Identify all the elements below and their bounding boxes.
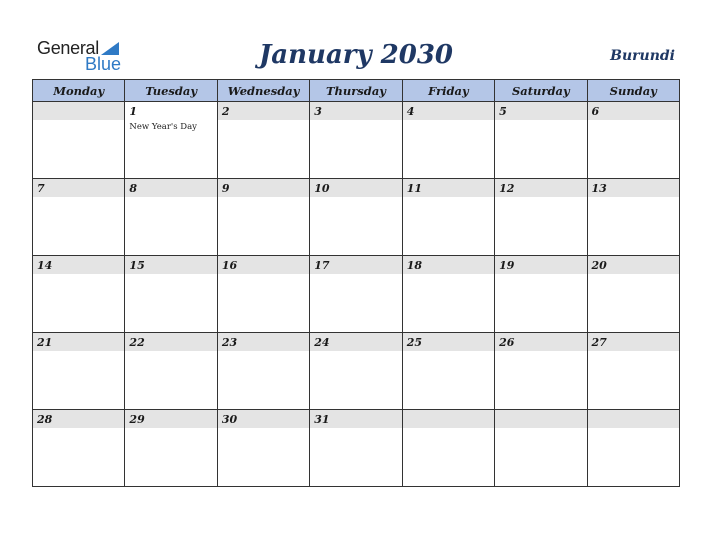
holiday-label: New Year's Day xyxy=(129,122,197,132)
day-number: 15 xyxy=(129,259,145,272)
day-number: 25 xyxy=(406,336,422,349)
day-number: 17 xyxy=(314,259,330,272)
day-number: 13 xyxy=(591,182,607,195)
day-number: 7 xyxy=(37,182,45,195)
week-row xyxy=(33,102,680,179)
day-number: 6 xyxy=(591,105,600,118)
day-cell xyxy=(402,410,494,487)
day-number: 11 xyxy=(406,182,422,195)
day-cell xyxy=(587,256,679,333)
day-cell xyxy=(33,102,125,179)
day-cell xyxy=(587,179,679,256)
day-number: 4 xyxy=(406,105,415,118)
day-cell xyxy=(125,410,217,487)
weekday-header: Tuesday xyxy=(125,80,217,102)
logo-text-blue: Blue xyxy=(85,54,122,74)
day-number: 21 xyxy=(37,336,53,349)
day-cell xyxy=(495,410,587,487)
day-cell xyxy=(33,256,125,333)
day-number: 29 xyxy=(129,413,145,426)
weekday-header: Wednesday xyxy=(217,80,309,102)
day-cell xyxy=(310,410,402,487)
day-number: 1 xyxy=(129,105,138,118)
day-cell xyxy=(125,102,217,179)
day-number: 27 xyxy=(591,336,607,349)
day-number: 14 xyxy=(37,259,53,272)
weekday-header: Thursday xyxy=(310,80,402,102)
weekday-header-row xyxy=(33,80,680,102)
day-number: 23 xyxy=(221,336,238,349)
week-row xyxy=(33,179,680,256)
day-cell xyxy=(125,256,217,333)
day-cell xyxy=(402,333,494,410)
logo-text-general: General xyxy=(37,38,99,58)
day-cell xyxy=(310,179,402,256)
day-number: 26 xyxy=(499,336,515,349)
day-cell xyxy=(217,179,309,256)
day-cell xyxy=(587,333,679,410)
day-number: 16 xyxy=(221,259,238,272)
calendar-grid xyxy=(32,79,680,487)
day-cell xyxy=(495,333,587,410)
weekday-header: Friday xyxy=(402,80,494,102)
day-cell xyxy=(125,179,217,256)
weekday-header: Monday xyxy=(33,80,125,102)
day-number: 10 xyxy=(314,182,330,195)
day-cell xyxy=(217,256,309,333)
day-cell xyxy=(125,333,217,410)
day-number: 31 xyxy=(314,413,330,426)
day-cell xyxy=(310,256,402,333)
day-number: 12 xyxy=(499,182,515,195)
day-number: 22 xyxy=(129,336,145,349)
day-number: 19 xyxy=(499,259,515,272)
day-number: 18 xyxy=(406,259,422,272)
week-row xyxy=(33,333,680,410)
day-cell xyxy=(33,333,125,410)
day-cell xyxy=(217,333,309,410)
day-number: 9 xyxy=(221,182,230,195)
country-label: Burundi xyxy=(610,48,675,64)
day-number: 8 xyxy=(129,182,138,195)
day-cell xyxy=(217,410,309,487)
day-cell xyxy=(587,102,679,179)
weekday-header: Sunday xyxy=(587,80,679,102)
week-row xyxy=(33,256,680,333)
day-number: 30 xyxy=(221,413,238,426)
day-number: 5 xyxy=(499,105,507,118)
day-cell xyxy=(495,256,587,333)
calendar-title: January 2030 xyxy=(258,40,454,70)
day-number: 24 xyxy=(314,336,330,349)
day-number: 28 xyxy=(37,413,53,426)
day-cell xyxy=(402,102,494,179)
day-cell xyxy=(310,102,402,179)
day-cell xyxy=(310,333,402,410)
day-cell xyxy=(587,410,679,487)
day-cell xyxy=(33,410,125,487)
weekday-header: Saturday xyxy=(495,80,587,102)
day-number: 2 xyxy=(221,105,230,118)
day-cell xyxy=(217,102,309,179)
day-cell xyxy=(402,256,494,333)
day-number: 3 xyxy=(314,105,322,118)
day-cell xyxy=(33,179,125,256)
day-cell xyxy=(495,102,587,179)
day-cell xyxy=(495,179,587,256)
day-cell xyxy=(402,179,494,256)
week-row xyxy=(33,410,680,487)
day-number: 20 xyxy=(591,259,607,272)
